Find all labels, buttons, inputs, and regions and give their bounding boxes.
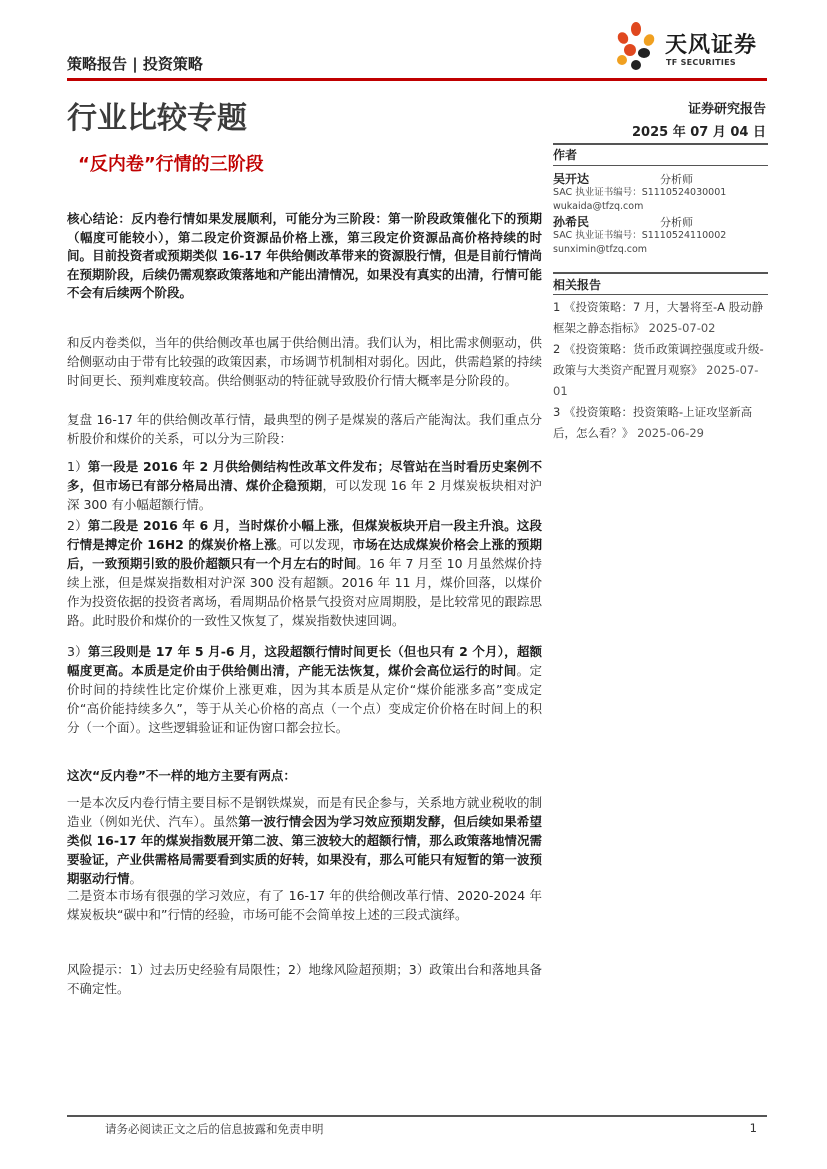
author-email[interactable]: sunximin@tfzq.com bbox=[553, 244, 648, 255]
related-report-item[interactable] bbox=[553, 402, 768, 444]
page-subtitle: “反内卷”行情的三阶段 bbox=[78, 154, 264, 175]
related-report-title[interactable]: 2 《投资策略：货币政策调控强度或升级-政策与大类资产配置月观察》 bbox=[553, 342, 764, 377]
author-name: 孙希民 bbox=[553, 215, 590, 229]
author-cert: SAC 执业证书编号：S1110524110002 bbox=[553, 230, 727, 241]
author-cert: SAC 执业证书编号：S1110524030001 bbox=[553, 187, 727, 198]
company-logo bbox=[610, 20, 770, 72]
footer-disclaimer[interactable]: 请务必阅读正文之后的信息披露和免责申明 bbox=[105, 1122, 324, 1136]
footer-divider bbox=[67, 1115, 767, 1117]
related-report-item[interactable] bbox=[553, 339, 768, 402]
stage-three-bold: 第三段则是 17 年 5 月-6 月，这段超额行情时间更长（但也只有 2 个月），超额幅度更高。本质是定价由于供给侧出清，产能无法恢复，煤价会高位运行的时间 bbox=[67, 644, 543, 678]
related-report-date: 2025-07-02 bbox=[648, 321, 716, 335]
author-name: 吴开达 bbox=[553, 172, 590, 186]
difference-one-tail: 。 bbox=[129, 871, 143, 886]
related-report-date: 2025-06-29 bbox=[637, 426, 704, 440]
paragraph-intro: 和反内卷类似，当年的供给侧改革也属于供给侧出清。我们认为，相比需求侧驱动，供给侧驱动由于带有比较强的政策因素，市场调节机制相对弱化。因此，供需趋紧的持续时间更长、预判难度较高。供给侧驱动的特征就导致股价行情大概率是分阶段的。 bbox=[67, 335, 543, 388]
related-report-item[interactable] bbox=[553, 297, 768, 339]
author-card bbox=[553, 170, 768, 214]
core-conclusion: 核心结论：反内卷行情如果发展顺利，可能分为三阶段：第一阶段政策催化下的预期（幅度可能较小），第二段定价资源品价格上涨，第三段定价资源品高价格持续的时间。目前投资者或预期类似 16-17 年供给侧改革带来的资源股行情，但是目前行情尚在预期阶段，后续仍需观察政策落地和产能出清情况，如果没有真实的出清，行情可能不会有后续两个阶段。 bbox=[67, 211, 543, 300]
stage-three-rest: 。定价时间的持续性比定价煤价上涨更难，因为其本质是从定价“煤价能涨多高”变成定价“高价能持续多久”，等于从关心价格的高点（一个点）变成定价价格在时间上的积分（一个面）。这些逻辑验证和证伪窗口都会拉长。 bbox=[67, 663, 542, 735]
stage-two-mid: 。可以发现， bbox=[276, 537, 353, 552]
author-card bbox=[553, 213, 768, 257]
difference-two-paragraph: 二是资本市场有很强的学习效应，有了 16-17 年的供给侧改革行情、2020-2024 年煤炭板块“碳中和”行情的经验，市场可能不会简单按上述的三段式演绎。 bbox=[67, 888, 542, 922]
related-report-date: 2025-07-01 bbox=[553, 363, 759, 398]
logo-chinese-name: 天风证券 bbox=[665, 33, 758, 58]
report-type: 证券研究报告 bbox=[687, 102, 766, 117]
related-report-list bbox=[553, 297, 768, 444]
stage-two-bold-2: 市场在达成煤炭价格会上涨的预期后，一致预期引致的股价超额只有一个月左右的时间 bbox=[67, 537, 542, 571]
author-role: 分析师 bbox=[660, 216, 693, 229]
paragraph-review: 复盘 16-17 年的供给侧改革行情，最典型的例子是煤炭的落后产能淘汰。我们重点分析股价和煤价的关系，可以分为三阶段： bbox=[67, 412, 542, 446]
related-report-title[interactable]: 1 《投资策略：7 月，大暑将至-A 股动静框架之静态指标》 bbox=[553, 300, 764, 335]
header-divider bbox=[67, 78, 767, 81]
stage-two-bold-1: 第二段是 2016 年 6 月，当时煤价小幅上涨，但煤炭板块开启一段主升浪。这段行情是搏定价 16H2 的煤炭价格上涨 bbox=[67, 518, 542, 552]
report-date: 2025 年 07 月 04 日 bbox=[632, 125, 766, 140]
stage-one-rest: ，可以发现 16 年 2 月煤炭板块相对沪深 300 有小幅超额行情。 bbox=[67, 478, 542, 512]
logo-english-name: TF SECURITIES bbox=[666, 58, 736, 67]
difference-one-bold: 第一波行情会因为学习效应预期发酵，但后续如果希望类似 16-17 年的煤炭指数展开第二波、第三波较大的超额行情，那么政策落地情况需要验证，产业供需格局需要看到实质的好转，如果没有，那么可能只有短暂的第一波预期驱动行情 bbox=[67, 814, 543, 886]
page-title: 行业比较专题 bbox=[67, 101, 247, 136]
stage-prefix: 3） bbox=[67, 644, 88, 659]
stage-two-rest: 。16 年 7 月至 10 月虽然煤价持续上涨，但是煤炭指数相对沪深 300 没有超额。2016 年 11 月，煤价回落，以煤价作为投资依据的投资者离场，看周期品价格景气投资对应周期股，是比较常见的跟踪思路。此时股价和煤价的一致性又恢复了，煤炭指数快速回调。 bbox=[67, 556, 543, 628]
author-role: 分析师 bbox=[660, 173, 693, 186]
sidebar-divider-top bbox=[553, 143, 768, 145]
risk-warning: 风险提示：1）过去历史经验有局限性；2）地缘风险超预期；3）政策出台和落地具备不确定性。 bbox=[67, 962, 542, 996]
stage-one-bold: 第一段是 2016 年 2 月供给侧结构性改革文件发布；尽管站在当时看历史案例不多，但市场已有部分格局出清、煤价企稳预期 bbox=[67, 459, 542, 493]
stage-prefix: 2） bbox=[67, 518, 88, 533]
logo-mark-icon bbox=[610, 20, 662, 72]
difference-one-lead: 一是本次反内卷行情主要目标不是钢铁煤炭，而是有民企参与，关系地方就业税收的制造业（例如光伏、汽车）。虽然 bbox=[67, 795, 543, 829]
page-number: 1 bbox=[749, 1121, 757, 1135]
authors-heading: 作者 bbox=[553, 148, 578, 162]
stage-two-paragraph bbox=[67, 516, 542, 630]
stage-one-paragraph bbox=[67, 457, 542, 514]
stage-prefix: 1） bbox=[67, 459, 88, 474]
report-category: 策略报告 | 投资策略 bbox=[67, 55, 203, 73]
related-divider-top bbox=[553, 272, 768, 274]
related-heading: 相关报告 bbox=[553, 278, 602, 292]
author-email[interactable]: wukaida@tfzq.com bbox=[553, 201, 644, 212]
related-heading-divider bbox=[553, 294, 768, 295]
differences-heading: 这次“反内卷”不一样的地方主要有两点： bbox=[67, 768, 296, 783]
difference-one-paragraph bbox=[67, 793, 542, 888]
authors-heading-divider bbox=[553, 165, 768, 166]
stage-three-paragraph bbox=[67, 642, 542, 737]
related-report-title[interactable]: 3 《投资策略：投资策略-上证攻坚新高后，怎么看？》 bbox=[553, 405, 753, 440]
